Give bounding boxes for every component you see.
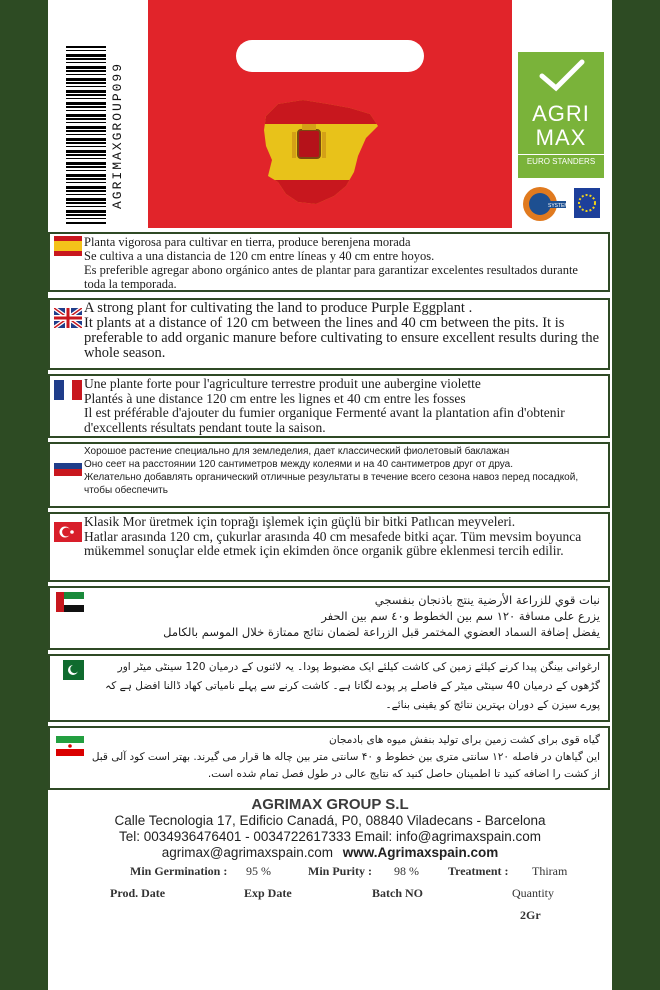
logo-tagline: EURO STANDERS [518, 154, 604, 166]
checkmark-icon [538, 58, 586, 92]
section-arabic [48, 586, 610, 650]
text-line: Se cultiva a una distancia de 120 cm entre líneas y 40 cm entre hoyos. [84, 249, 435, 263]
company-phone: Tel: 0034936476401 - 0034722617333 Email: info@agrimaxspain.com [119, 829, 541, 844]
treatment-label: Treatment : [448, 864, 509, 878]
text-line: Klasik Mor üretmek için toprağı işlemek için güçlü bir bitki Patlıcan meyveleri. [84, 514, 516, 529]
exp-date-label: Exp Date [244, 886, 292, 900]
text-line: Хорошое растение специально для земледелия, дает классический фиолетовый баклажан [84, 446, 510, 457]
text-line: Il est préférable d'ajouter du fumier organique Fermenté avant la plantation afin d'obtenir d'excellents résultats pendant toute la saison. [84, 405, 565, 435]
text-line: این گیاهان در فاصله ۱۲۰ سانتی متری بین خطوط و ۴۰ سانتی متر بین چاله ها قرار می گیرند. بهتر است کود آلی قبل از کشت را اضافه کنید تا اطمینان حاصل کنید که نتایج عالی در طول فصل تمام شده است. [91, 751, 600, 780]
text-line: Желательно добавлять органический отличные результаты в течение всего сезона навоз перед посадкой, чтобы обеспечить [84, 472, 579, 496]
barcode-text: AGRIMAXGROUP099 [110, 61, 125, 209]
urdu-text [90, 658, 600, 715]
text-line: يزرع على مسافة ١٢٠ سم بين الخطوط و٤٠ سم بين الحفر [321, 609, 600, 623]
text-line: Une plante forte pour l'agriculture terrestre produit une aubergine violette [84, 376, 481, 391]
section-spanish [48, 232, 610, 292]
hang-hole [236, 40, 424, 72]
company-email[interactable]: agrimax@agrimaxspain.com [161, 845, 333, 860]
text-line: Оно сеет на расстоянии 120 сантиметров между колеями и на 40 сантиметров друг от друа. [84, 459, 514, 470]
germination-label: Min Germination : [130, 864, 228, 878]
logo-agri: AGRI [532, 101, 590, 126]
purity-label: Min Purity : [308, 864, 372, 878]
section-russian [48, 442, 610, 508]
pakistan-flag-icon [56, 660, 84, 680]
purity-value: 98 % [394, 864, 419, 878]
batch-label: Batch NO [372, 886, 423, 900]
spain-flag-icon [54, 236, 82, 256]
english-text [84, 301, 602, 361]
company-footer [48, 792, 612, 990]
text-line: Planta vigorosa para cultivar en tierra, produce berenjena morada [84, 235, 411, 249]
left-border [0, 0, 48, 990]
text-line: Hatlar arasında 120 cm, çukurlar arasında 40 cm mesafede bitki açar. Tüm mevsim boyunca mükemmel sonuçlar elde etmek için ekimden önce organik gübre eklenmesi tercih edilir. [84, 528, 582, 558]
text-line: Es preferible agregar abono orgánico antes de plantar para garantizar excelentes resultados durante toda la temporada. [84, 263, 578, 291]
text-line: Plantés à une distance 120 cm entre les lignes et 40 cm entre les fosses [84, 390, 466, 406]
text-line: گیاه قوی برای کشت زمین برای تولید بنفش میوه های بادمجان [329, 734, 600, 746]
barcode [66, 46, 146, 224]
section-english [48, 298, 610, 370]
certification-icons [518, 180, 604, 226]
section-persian [48, 726, 610, 790]
prod-date-label: Prod. Date [110, 886, 166, 900]
quantity-label: Quantity [512, 886, 554, 900]
company-name: AGRIMAX GROUP S.L [251, 796, 409, 813]
section-urdu [48, 654, 610, 722]
text-line: It plants at a distance of 120 cm between the lines and 40 cm between the pits. It is preferable to add organic manure before cultivating to ensure excellent results during the whole season. [84, 315, 600, 361]
right-border [612, 0, 660, 990]
cert-text: SYSTEMS [548, 203, 572, 209]
germination-value: 95 % [246, 864, 271, 878]
section-turkish [48, 512, 610, 582]
text-line: يفضل إضافة السماد العضوي المختمر قبل الزراعة لضمان نتائج ممتازة خلال الموسم بالكامل [163, 625, 600, 639]
french-text [84, 377, 602, 435]
section-french [48, 374, 610, 438]
text-line: نبات قوي للزراعة الأرضية ينتج باذنجان بنفسجي [374, 593, 600, 607]
treatment-value: Thiram [532, 864, 568, 878]
company-website[interactable]: www.Agrimaxspain.com [342, 845, 499, 860]
spanish-text [84, 235, 602, 291]
iran-flag-icon [56, 736, 84, 756]
logo-max: MAX [535, 125, 587, 150]
uk-flag-icon [54, 308, 82, 328]
quantity-value: 2Gr [520, 908, 541, 922]
barcode-bars [66, 46, 106, 224]
persian-text [90, 732, 600, 783]
agrimax-logo [518, 52, 604, 178]
text-line: A strong plant for cultivating the land to produce Purple Eggplant . [84, 300, 473, 316]
france-flag-icon [54, 380, 82, 400]
company-web-line [48, 845, 612, 861]
text-line: ارغوانی بینگن پیدا کرنے کیلئے زمین کی کاشت کیلئے ایک مضبوط پودا۔ یہ لائنوں کے درمیان 120 سینٹی میٹر اور گڑھوں کے درمیان 40 سینٹی میٹر کے فاصلے پر پودے لگاتا ہے۔ کاشت کرنے سے پہلے نامیاتی کھاد ڈالنا افضل ہے کہ پورے سیزن کے دوران بہترین نتائج کو یقینی بنائے۔ [105, 661, 600, 711]
company-address: Calle Tecnologia 17, Edificio Canadá, P0, 08840 Viladecans - Barcelona [114, 813, 546, 828]
turkey-flag-icon [54, 522, 82, 542]
uae-flag-icon [56, 592, 84, 612]
spain-map-icon [258, 86, 398, 226]
russian-text [84, 445, 602, 497]
arabic-text [90, 592, 600, 640]
russia-flag-icon [54, 456, 82, 476]
turkish-text [84, 515, 602, 559]
